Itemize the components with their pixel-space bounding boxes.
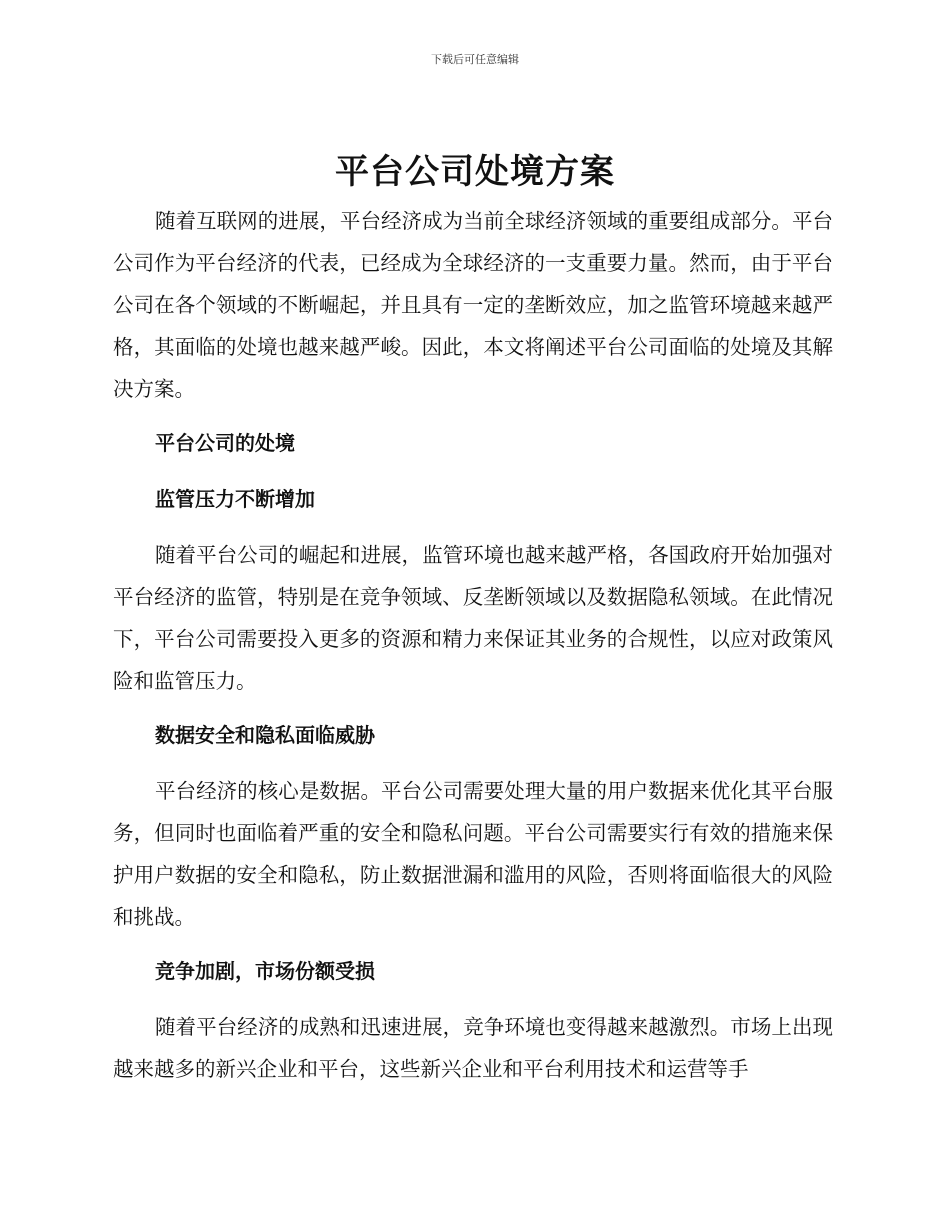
section-heading: 平台公司的处境 — [155, 431, 295, 455]
subsection-paragraph-data-security: 平台经济的核心是数据。平台公司需要处理大量的用户数据来优化其平台服务，但同时也面临着严重的安全和隐私问题。平台公司需要实行有效的措施来保护用户数据的安全和隐私，防止数据泄漏和滥用的风险，否则将面临很大的风险和挑战。 — [113, 779, 833, 929]
subsection-heading-regulation: 监管压力不断增加 — [155, 487, 315, 511]
document-title: 平台公司处境方案 — [335, 152, 615, 192]
page-header-note: 下载后可任意编辑 — [431, 53, 519, 66]
subsection-heading-competition: 竞争加剧，市场份额受损 — [155, 959, 375, 983]
subsection-paragraph-regulation: 随着平台公司的崛起和进展，监管环境也越来越严格，各国政府开始加强对平台经济的监管，特别是在竞争领域、反垄断领域以及数据隐私领域。在此情况下，平台公司需要投入更多的资源和精力来保证其业务的合规性，以应对政策风险和监管压力。 — [113, 543, 833, 693]
intro-paragraph: 随着互联网的进展，平台经济成为当前全球经济领域的重要组成部分。平台公司作为平台经济的代表，已经成为全球经济的一支重要力量。然而，由于平台公司在各个领域的不断崛起，并且具有一定的垄断效应，加之监管环境越来越严格，其面临的处境也越来越严峻。因此，本文将阐述平台公司面临的处境及其解决方案。 — [113, 209, 833, 401]
subsection-heading-data-security: 数据安全和隐私面临威胁 — [155, 723, 375, 747]
document-body — [113, 200, 833, 1090]
subsection-paragraph-competition: 随着平台经济的成熟和迅速进展，竞争环境也变得越来越激烈。市场上出现越来越多的新兴企业和平台，这些新兴企业和平台利用技术和运营等手 — [113, 1015, 833, 1081]
